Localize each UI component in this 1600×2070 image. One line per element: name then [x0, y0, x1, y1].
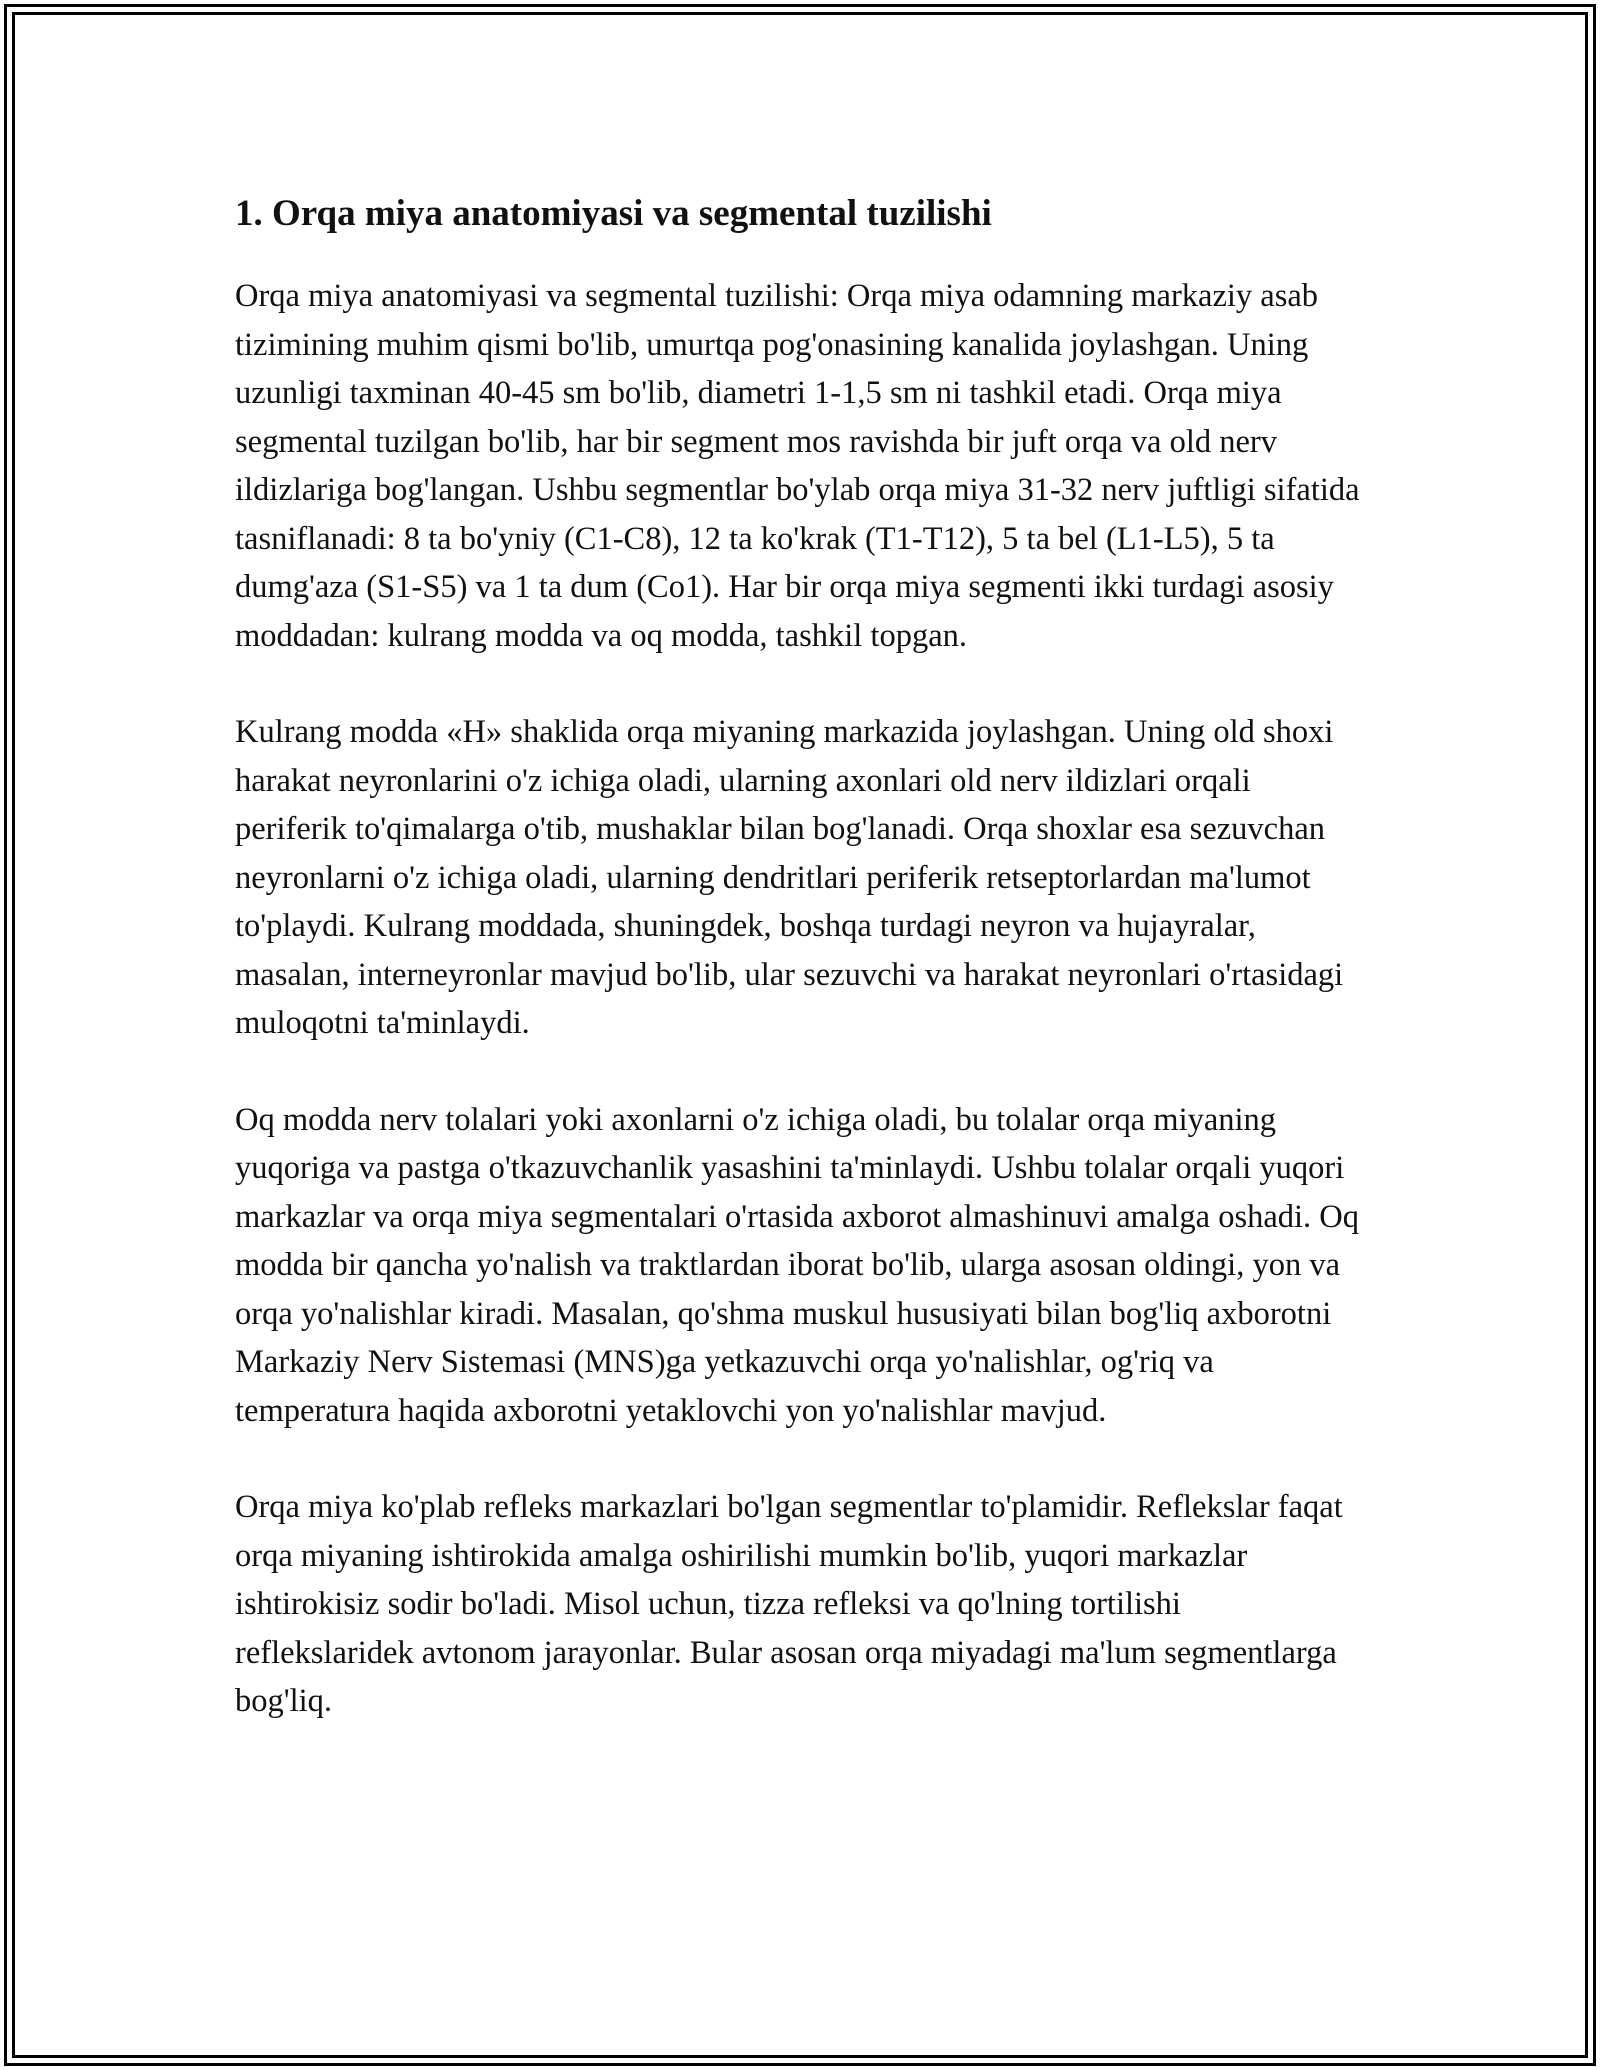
document-body: [235, 188, 1365, 1774]
paragraph-reflexes: Orqa miya ko'plab refleks markazlari bo'lgan segmentlar to'plamidir. Reflekslar faqat orqa miyaning ishtirokida amalga oshirilishi mumkin bo'lib, yuqori markazlar ishtirokisiz sodir bo'ladi. Misol uchun, tizza refleksi va qo'lning tortilishi reflekslaridek avtonom jarayonlar. Bular asosan orqa miyadagi ma'lum segmentlarga bog'liq.: [235, 1489, 1343, 1719]
paragraph-anatomy: Orqa miya anatomiyasi va segmental tuzilishi: Orqa miya odamning markaziy asab tizimining muhim qismi bo'lib, umurtqa pog'onasining kanalida joylashgan. Uning uzunligi taxminan 40-45 sm bo'lib, diametri 1-1,5 sm ni tashkil etadi. Orqa miya segmental tuzilgan bo'lib, har bir segment mos ravishda bir juft orqa va old nerv ildizlariga bog'langan. Ushbu segmentlar bo'ylab orqa miya 31-32 nerv juftligi sifatida tasniflanadi: 8 ta bo'yniy (C1-C8), 12 ta ko'krak (T1-T12), 5 ta bel (L1-L5), 5 ta dumg'aza (S1-S5) va 1 ta dum (Co1). Har bir orqa miya segmenti ikki turdagi asosiy moddadan: kulrang modda va oq modda, tashkil topgan.: [235, 278, 1360, 654]
section-heading: 1. Orqa miya anatomiyasi va segmental tuzilishi: [235, 193, 992, 234]
paragraph-white-matter: Oq modda nerv tolalari yoki axonlarni o'z ichiga oladi, bu tolalar orqa miyaning yuqoriga va pastga o'tkazuvchanlik yasashini ta'minlaydi. Ushbu tolalar orqali yuqori markazlar va orqa miya segmentalari o'rtasida axborot almashinuvi amalga oshadi. Oq modda bir qancha yo'nalish va traktlardan iborat bo'lib, ularga asosan oldingi, yon va orqa yo'nalishlar kiradi. Masalan, qo'shma muskul hususiyati bilan bog'liq axborotni Markaziy Nerv Sistemasi (MNS)ga yetkazuvchi orqa yo'nalishlar, og'riq va temperatura haqida axborotni yetaklovchi yon yo'nalishlar mavjud.: [235, 1101, 1360, 1429]
paragraph-gray-matter: Kulrang modda «H» shaklida orqa miyaning markazida joylashgan. Uning old shoxi harakat neyronlarini o'z ichiga oladi, ularning axonlari old nerv ildizlari orqali periferik to'qimalarga o'tib, mushaklar bilan bog'lanadi. Orqa shoxlar esa sezuvchan neyronlarni o'z ichiga oladi, ularning dendritlari periferik retseptorlardan ma'lumot to'playdi. Kulrang moddada, shuningdek, boshqa turdagi neyron va hujayralar, masalan, interneyronlar mavjud bo'lib, ular sezuvchi va harakat neyronlari o'rtasidagi muloqotni ta'minlaydi.: [235, 714, 1344, 1041]
